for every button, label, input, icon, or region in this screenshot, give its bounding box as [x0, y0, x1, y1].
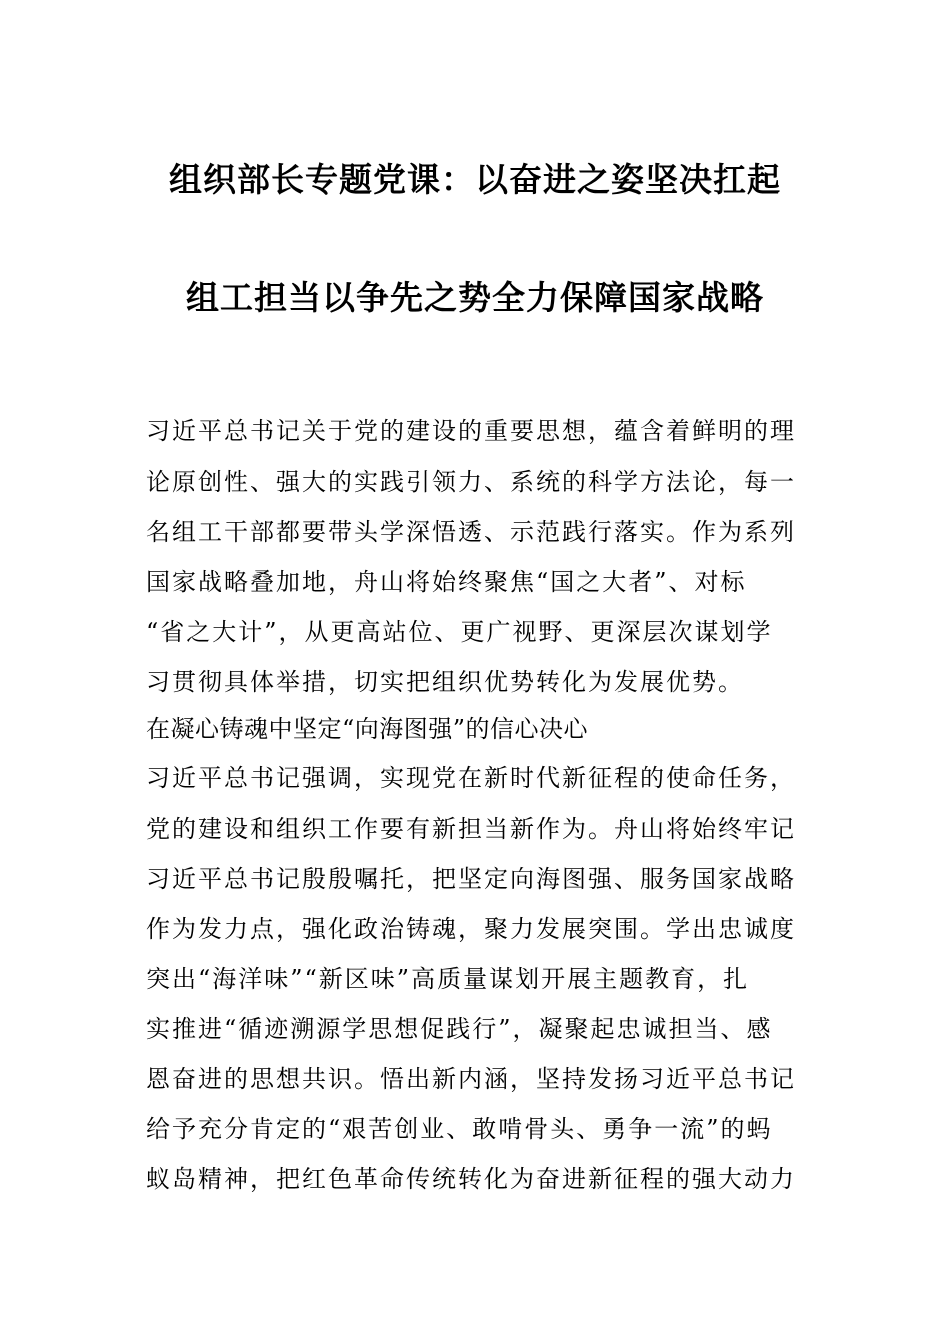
paragraph-line: 习近平总书记关于党的建设的重要思想，蕴含着鲜明的理 — [146, 417, 796, 445]
paragraph-line: 给予充分肯定的“艰苦创业、敢啃骨头、勇争一流”的蚂 — [146, 1115, 773, 1143]
paragraph-line: 习近平总书记殷殷嘱托，把坚定向海图强、服务国家战略 — [146, 865, 796, 893]
paragraph-line: 党的建设和组织工作要有新担当新作为。舟山将始终牢记 — [146, 815, 796, 843]
paragraph-line: 实推进“循迹溯源学思想促践行”，凝聚起忠诚担当、感 — [146, 1015, 773, 1043]
paragraph-line: 突出“海洋味”“新区味”高质量谋划开展主题教育，扎 — [146, 965, 750, 993]
paragraph-line: 恩奋进的思想共识。悟出新内涵，坚持发扬习近平总书记 — [146, 1065, 796, 1093]
paragraph-line: “省之大计”，从更高站位、更广视野、更深层次谋划学 — [146, 618, 773, 646]
paragraph-line: 习贯彻具体举措，切实把组织优势转化为发展优势。 — [146, 668, 744, 696]
section-heading: 在凝心铸魂中坚定“向海图强”的信心决心 — [146, 715, 589, 743]
paragraph-line: 国家战略叠加地，舟山将始终聚焦“国之大者”、对标 — [146, 568, 747, 596]
document-title-line-1: 组织部长专题党课：以奋进之姿坚决扛起 — [169, 160, 781, 199]
document-title-line-2: 组工担当以争先之势全力保障国家战略 — [186, 278, 764, 317]
paragraph-line: 习近平总书记强调，实现党在新时代新征程的使命任务， — [146, 764, 796, 792]
paragraph-line: 名组工干部都要带头学深悟透、示范践行落实。作为系列 — [146, 518, 796, 546]
paragraph-line: 论原创性、强大的实践引领力、系统的科学方法论，每一 — [146, 468, 796, 496]
paragraph-line: 作为发力点，强化政治铸魂，聚力发展突围。学出忠诚度 — [146, 915, 796, 943]
paragraph-line: 蚁岛精神，把红色革命传统转化为奋进新征程的强大动力 — [146, 1165, 796, 1193]
